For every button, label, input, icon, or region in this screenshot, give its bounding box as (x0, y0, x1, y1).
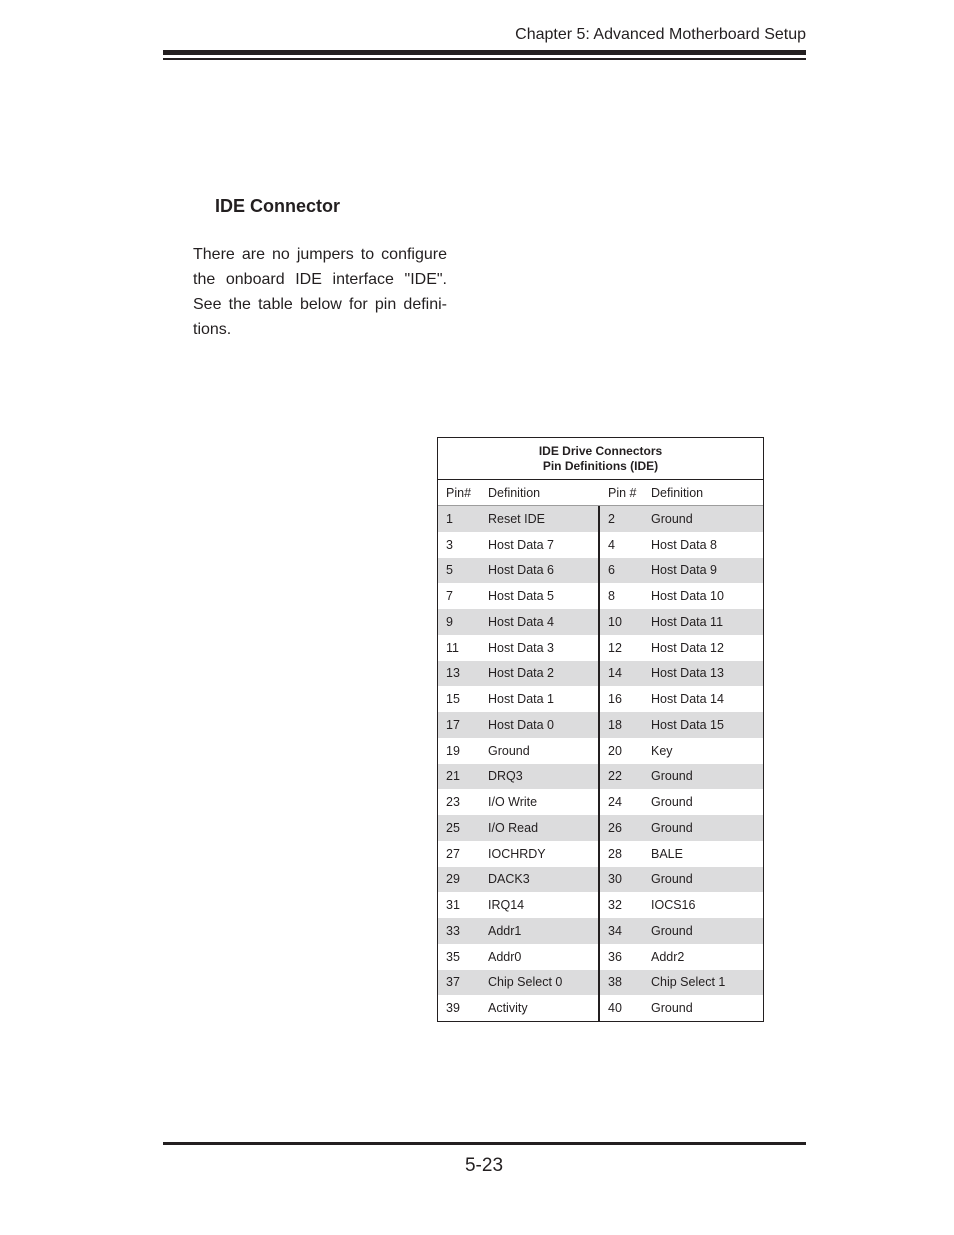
table-row (438, 609, 763, 635)
header-pin-left: Pin# (446, 485, 472, 500)
cell-pin-right: 30 (608, 872, 622, 887)
table-row (438, 815, 763, 841)
cell-definition-right: Host Data 13 (651, 666, 724, 681)
cell-definition-right: Ground (651, 511, 693, 526)
cell-pin-left: 35 (446, 949, 460, 964)
cell-definition-right: Host Data 15 (651, 717, 724, 732)
cell-pin-right: 32 (608, 898, 622, 913)
cell-definition-right: Host Data 8 (651, 537, 718, 552)
table-title-line2: Pin Definitions (IDE) (542, 458, 659, 473)
table-row (438, 918, 763, 944)
cell-pin-left: 37 (446, 975, 460, 990)
cell-pin-left: 25 (446, 820, 460, 835)
cell-definition-right: Ground (651, 1001, 693, 1016)
table-row (438, 635, 763, 661)
table-row (438, 558, 763, 584)
cell-pin-right: 14 (608, 666, 622, 681)
table-row (438, 867, 763, 893)
cell-definition-left: Host Data 2 (480, 661, 600, 687)
cell-pin-left: 29 (446, 872, 460, 887)
cell-definition-left: Host Data 1 (480, 686, 600, 712)
table-title-line1: IDE Drive Connectors (538, 443, 663, 458)
section-body: There are no jumpers to configure the onboard IDE interface "IDE". See the table below for pin defini-tions. (193, 246, 447, 338)
cell-pin-right: 2 (608, 511, 615, 526)
cell-definition-left: Addr0 (480, 944, 600, 970)
cell-definition-left: DRQ3 (480, 764, 600, 790)
cell-definition-right: Ground (651, 923, 693, 938)
cell-pin-left: 3 (446, 537, 453, 552)
cell-pin-left: 5 (446, 563, 453, 578)
cell-pin-left: 17 (446, 717, 460, 732)
cell-pin-left: 1 (446, 511, 453, 526)
cell-definition-right: BALE (651, 846, 683, 861)
cell-pin-right: 6 (608, 563, 615, 578)
cell-definition-right: Host Data 12 (651, 640, 724, 655)
cell-definition-right: Host Data 14 (651, 692, 724, 707)
cell-definition-left: Chip Select 0 (480, 970, 600, 996)
table-row (438, 583, 763, 609)
cell-definition-right: Host Data 9 (651, 563, 718, 578)
cell-definition-right: Ground (651, 795, 693, 810)
cell-definition-right: IOCS16 (651, 898, 696, 913)
cell-pin-left: 9 (446, 614, 453, 629)
header-definition-right: Definition (651, 485, 704, 500)
table-row (438, 970, 763, 996)
cell-pin-left: 33 (446, 923, 460, 938)
pin-definitions-table (437, 437, 764, 1022)
cell-pin-right: 26 (608, 820, 622, 835)
table-title (438, 438, 763, 480)
table-row (438, 764, 763, 790)
cell-pin-left: 21 (446, 769, 460, 784)
cell-pin-right: 10 (608, 614, 622, 629)
cell-pin-right: 34 (608, 923, 622, 938)
cell-pin-left: 13 (446, 666, 460, 681)
cell-definition-left: DACK3 (480, 867, 600, 893)
cell-definition-right: Chip Select 1 (651, 975, 726, 990)
cell-pin-right: 8 (608, 589, 615, 604)
cell-pin-left: 23 (446, 795, 460, 810)
cell-pin-right: 28 (608, 846, 622, 861)
cell-pin-right: 16 (608, 692, 622, 707)
cell-definition-right: Key (651, 743, 673, 758)
cell-pin-left: 31 (446, 898, 460, 913)
cell-pin-right: 20 (608, 743, 622, 758)
cell-definition-right: Host Data 10 (651, 589, 724, 604)
header-pin-right: Pin # (608, 485, 637, 500)
table-header-row (438, 480, 763, 506)
cell-definition-left: Activity (480, 995, 600, 1021)
cell-definition-left: Host Data 6 (480, 558, 600, 584)
cell-definition-right: Ground (651, 820, 693, 835)
cell-definition-left: Reset IDE (480, 506, 600, 532)
header-rule-thick (163, 50, 806, 55)
cell-pin-right: 36 (608, 949, 622, 964)
table-row (438, 712, 763, 738)
cell-definition-left: Host Data 4 (480, 609, 600, 635)
section-title: IDE Connector (215, 196, 341, 216)
table-row (438, 995, 763, 1021)
cell-pin-right: 40 (608, 1001, 622, 1016)
table-row (438, 789, 763, 815)
cell-definition-left: Ground (480, 738, 600, 764)
footer-rule (163, 1142, 806, 1145)
table-body (438, 506, 763, 1021)
cell-definition-left: Host Data 0 (480, 712, 600, 738)
cell-pin-right: 22 (608, 769, 622, 784)
cell-pin-right: 12 (608, 640, 622, 655)
cell-definition-left: IOCHRDY (480, 841, 600, 867)
cell-pin-right: 38 (608, 975, 622, 990)
cell-definition-left: Host Data 7 (480, 532, 600, 558)
cell-definition-right: Ground (651, 872, 693, 887)
chapter-header: Chapter 5: Advanced Motherboard Setup (515, 26, 806, 43)
cell-definition-right: Ground (651, 769, 693, 784)
header-definition-left: Definition (488, 485, 541, 500)
header-rule-thin (163, 58, 806, 60)
cell-pin-right: 18 (608, 717, 622, 732)
cell-definition-right: Addr2 (651, 949, 685, 964)
cell-pin-left: 15 (446, 692, 460, 707)
cell-pin-right: 24 (608, 795, 622, 810)
cell-pin-left: 11 (446, 640, 459, 655)
cell-pin-left: 27 (446, 846, 460, 861)
cell-pin-left: 19 (446, 743, 460, 758)
table-row (438, 532, 763, 558)
cell-pin-right: 4 (608, 537, 615, 552)
cell-definition-left: Host Data 3 (480, 635, 600, 661)
cell-definition-left: IRQ14 (480, 892, 600, 918)
cell-pin-left: 39 (446, 1001, 460, 1016)
cell-definition-left: I/O Read (480, 815, 600, 841)
cell-definition-left: Host Data 5 (480, 583, 600, 609)
table-row (438, 738, 763, 764)
cell-definition-right: Host Data 11 (651, 614, 724, 629)
cell-definition-left: Addr1 (480, 918, 600, 944)
page-number: 5-23 (464, 1155, 504, 1176)
table-row (438, 944, 763, 970)
cell-definition-left: I/O Write (480, 789, 600, 815)
table-row (438, 506, 763, 532)
table-row (438, 686, 763, 712)
table-row (438, 841, 763, 867)
table-row (438, 892, 763, 918)
cell-pin-left: 7 (446, 589, 453, 604)
table-row (438, 661, 763, 687)
